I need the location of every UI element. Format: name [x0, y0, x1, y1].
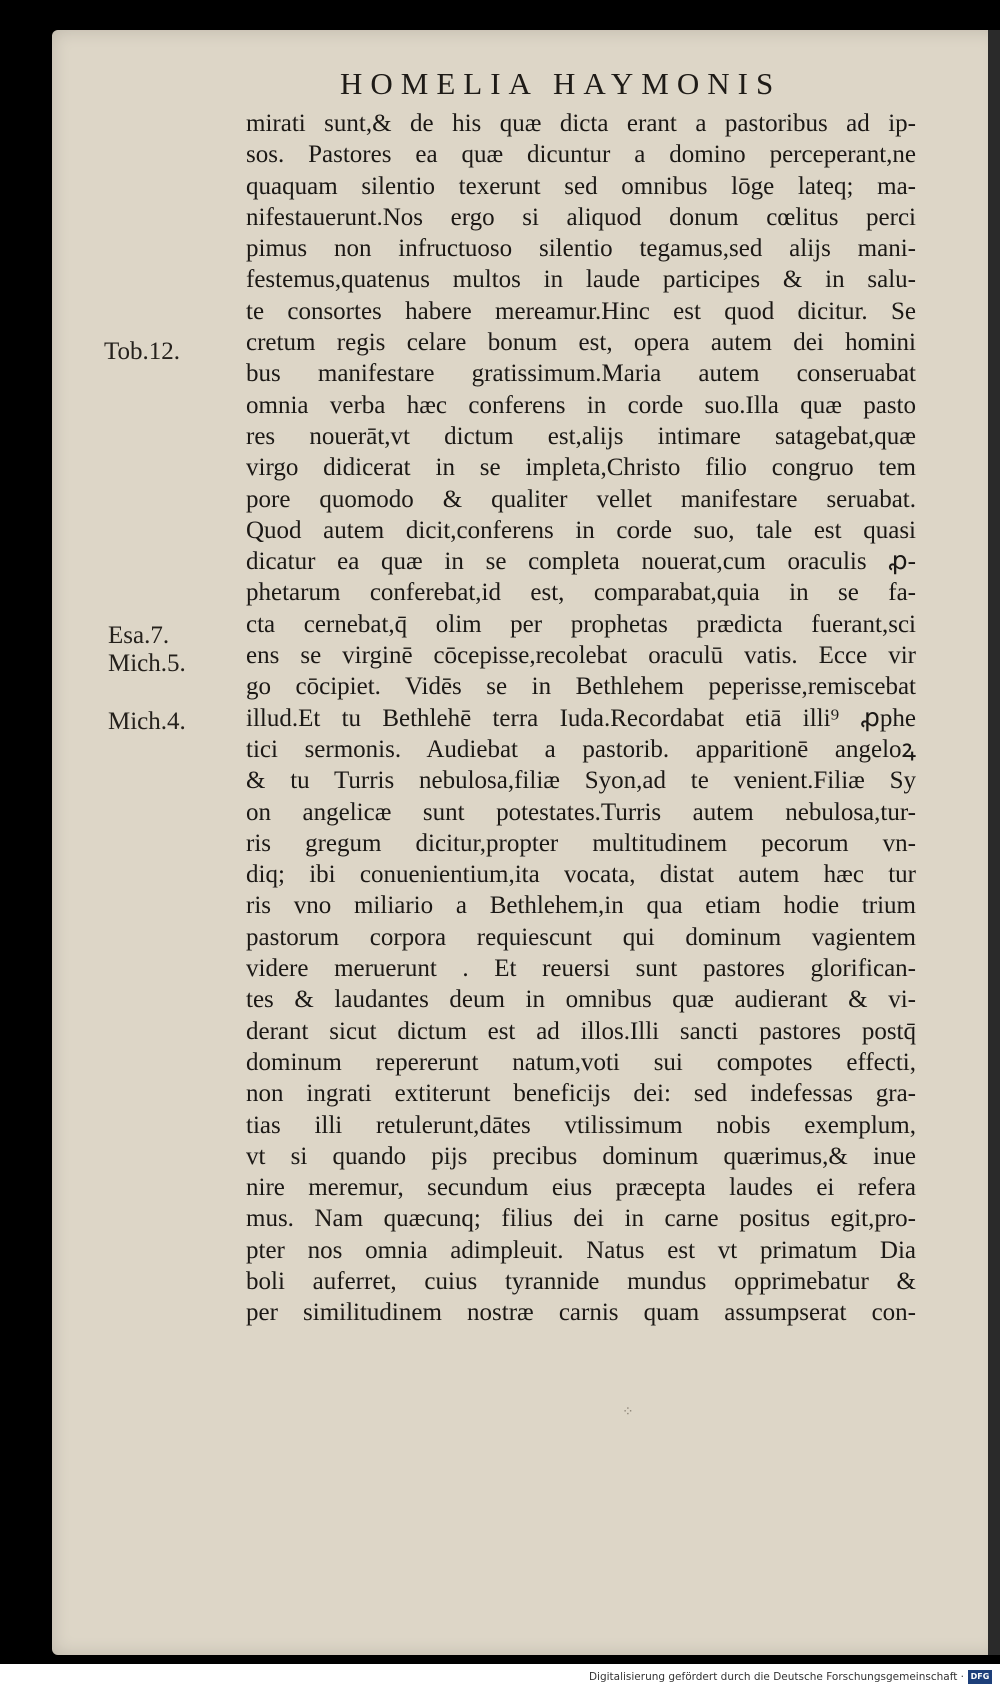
text-line: dominum repererunt natum,voti sui compotes effecti,	[246, 1048, 916, 1076]
text-line: non ingrati extiterunt beneficijs dei: sed indefessas gra-	[246, 1080, 916, 1108]
text-line: pter nos omnia adimpleuit. Natus est vt primatum Dia	[246, 1236, 916, 1264]
text-line: virgo didicerat in se impleta,Christo filio congruo tem	[246, 454, 916, 482]
text-line: tias illi retulerunt,dātes vtilissimum nobis exemplum,	[246, 1111, 916, 1139]
text-line: boli auferret, cuius tyrannide mundus opprimebatur &	[246, 1267, 916, 1295]
text-line: go cōcipiet. Vidēs se in Bethlehem peperisse,remiscebat	[246, 673, 916, 701]
text-line: videre meruerunt . Et reuersi sunt pastores glorifican-	[246, 955, 916, 983]
text-line: on angelicæ sunt potestates.Turris autem nebulosa,tur-	[246, 798, 916, 826]
body-text	[246, 108, 916, 1329]
text-line: cretum regis celare bonum est, opera autem dei homini	[246, 329, 916, 357]
stray-mark: ⁘	[622, 1405, 634, 1420]
text-line: phetarum conferebat,id est, comparabat,quia in se fa-	[246, 579, 916, 607]
text-line: cta cernebat,q̄ olim per prophetas prædicta fuerant,sci	[246, 610, 916, 638]
text-line: te consortes habere mereamur.Hinc est quod dicitur. Se	[246, 297, 916, 325]
text-line: illud.Et tu Bethlehē terra Iuda.Recordabat etiā illi⁹ ꝓphe	[246, 704, 916, 732]
text-line: res nouerāt,vt dictum est,alijs intimare satagebat,quæ	[246, 422, 916, 450]
text-line: derant sicut dictum est ad illos.Illi sancti pastores postq̄	[246, 1017, 916, 1045]
text-line: ens se virginē cōcepisse,recolebat oraculū vatis. Ecce vir	[246, 642, 916, 670]
margin-note-mich4: Mich.4.	[108, 708, 186, 735]
margin-note-tob: Tob.12.	[104, 338, 181, 365]
text-line: quaquam silentio texerunt sed omnibus lōge lateq; ma-	[246, 172, 916, 200]
text-line: Quod autem dicit,conferens in corde suo, tale est quasi	[246, 516, 916, 544]
text-line: ris gregum dicitur,propter multitudinem pecorum vn-	[246, 829, 916, 857]
text-line: nire meremur, secundum eius præcepta laudes ei refera	[246, 1174, 916, 1202]
text-line: tici sermonis. Audiebat a pastorib. apparitionē angeloꝝ	[246, 735, 916, 763]
text-line: bus manifestare gratissimum.Maria autem conseruabat	[246, 360, 916, 388]
text-line: omnia verba hæc conferens in corde suo.Illa quæ pasto	[246, 391, 916, 419]
text-line: & tu Turris nebulosa,filiæ Syon,ad te venient.Filiæ Sy	[246, 767, 916, 795]
text-line: festemus,quatenus multos in laude participes & in salu-	[246, 266, 916, 294]
margin-note-mich5: Mich.5.	[108, 650, 186, 677]
text-line: vt si quando pijs precibus dominum quærimus,& inue	[246, 1142, 916, 1170]
text-line: mus. Nam quæcunq; filius dei in carne positus egit,pro-	[246, 1205, 916, 1233]
text-line: pore quomodo & qualiter vellet manifestare seruabat.	[246, 485, 916, 513]
text-line: ris vno miliario a Bethlehem,in qua etiam hodie trium	[246, 892, 916, 920]
text-line: pimus non infructuoso silentio tegamus,sed alijs mani-	[246, 235, 916, 263]
dfg-logo: DFG	[968, 1670, 992, 1684]
text-line: sos. Pastores ea quæ dicuntur a domino perceperant,ne	[246, 141, 916, 169]
text-line: diq; ibi conuenientium,ita vocata, distat autem hæc tur	[246, 861, 916, 889]
running-head: HOMELIA HAYMONIS	[340, 66, 782, 101]
text-line: tes & laudantes deum in omnibus quæ audierant & vi-	[246, 986, 916, 1014]
page-edge	[988, 30, 1000, 1655]
footer-credit: Digitalisierung gefördert durch die Deutsche Forschungsgemeinschaft ·	[588, 1671, 964, 1683]
text-line: mirati sunt,& de his quæ dicta erant a pastoribus ad ip-	[246, 110, 916, 137]
text-line: dicatur ea quæ in se completa nouerat,cum oraculis ꝓ-	[246, 548, 916, 576]
margin-note-esa: Esa.7.	[108, 622, 170, 649]
text-line: nifestauerunt.Nos ergo si aliquod donum cœlitus perci	[246, 203, 916, 231]
footer-bar	[0, 1664, 1000, 1693]
text-line: pastorum corpora requiescunt qui dominum vagientem	[246, 923, 916, 951]
text-line: per similitudinem nostræ carnis quam assumpserat con-	[246, 1299, 916, 1327]
